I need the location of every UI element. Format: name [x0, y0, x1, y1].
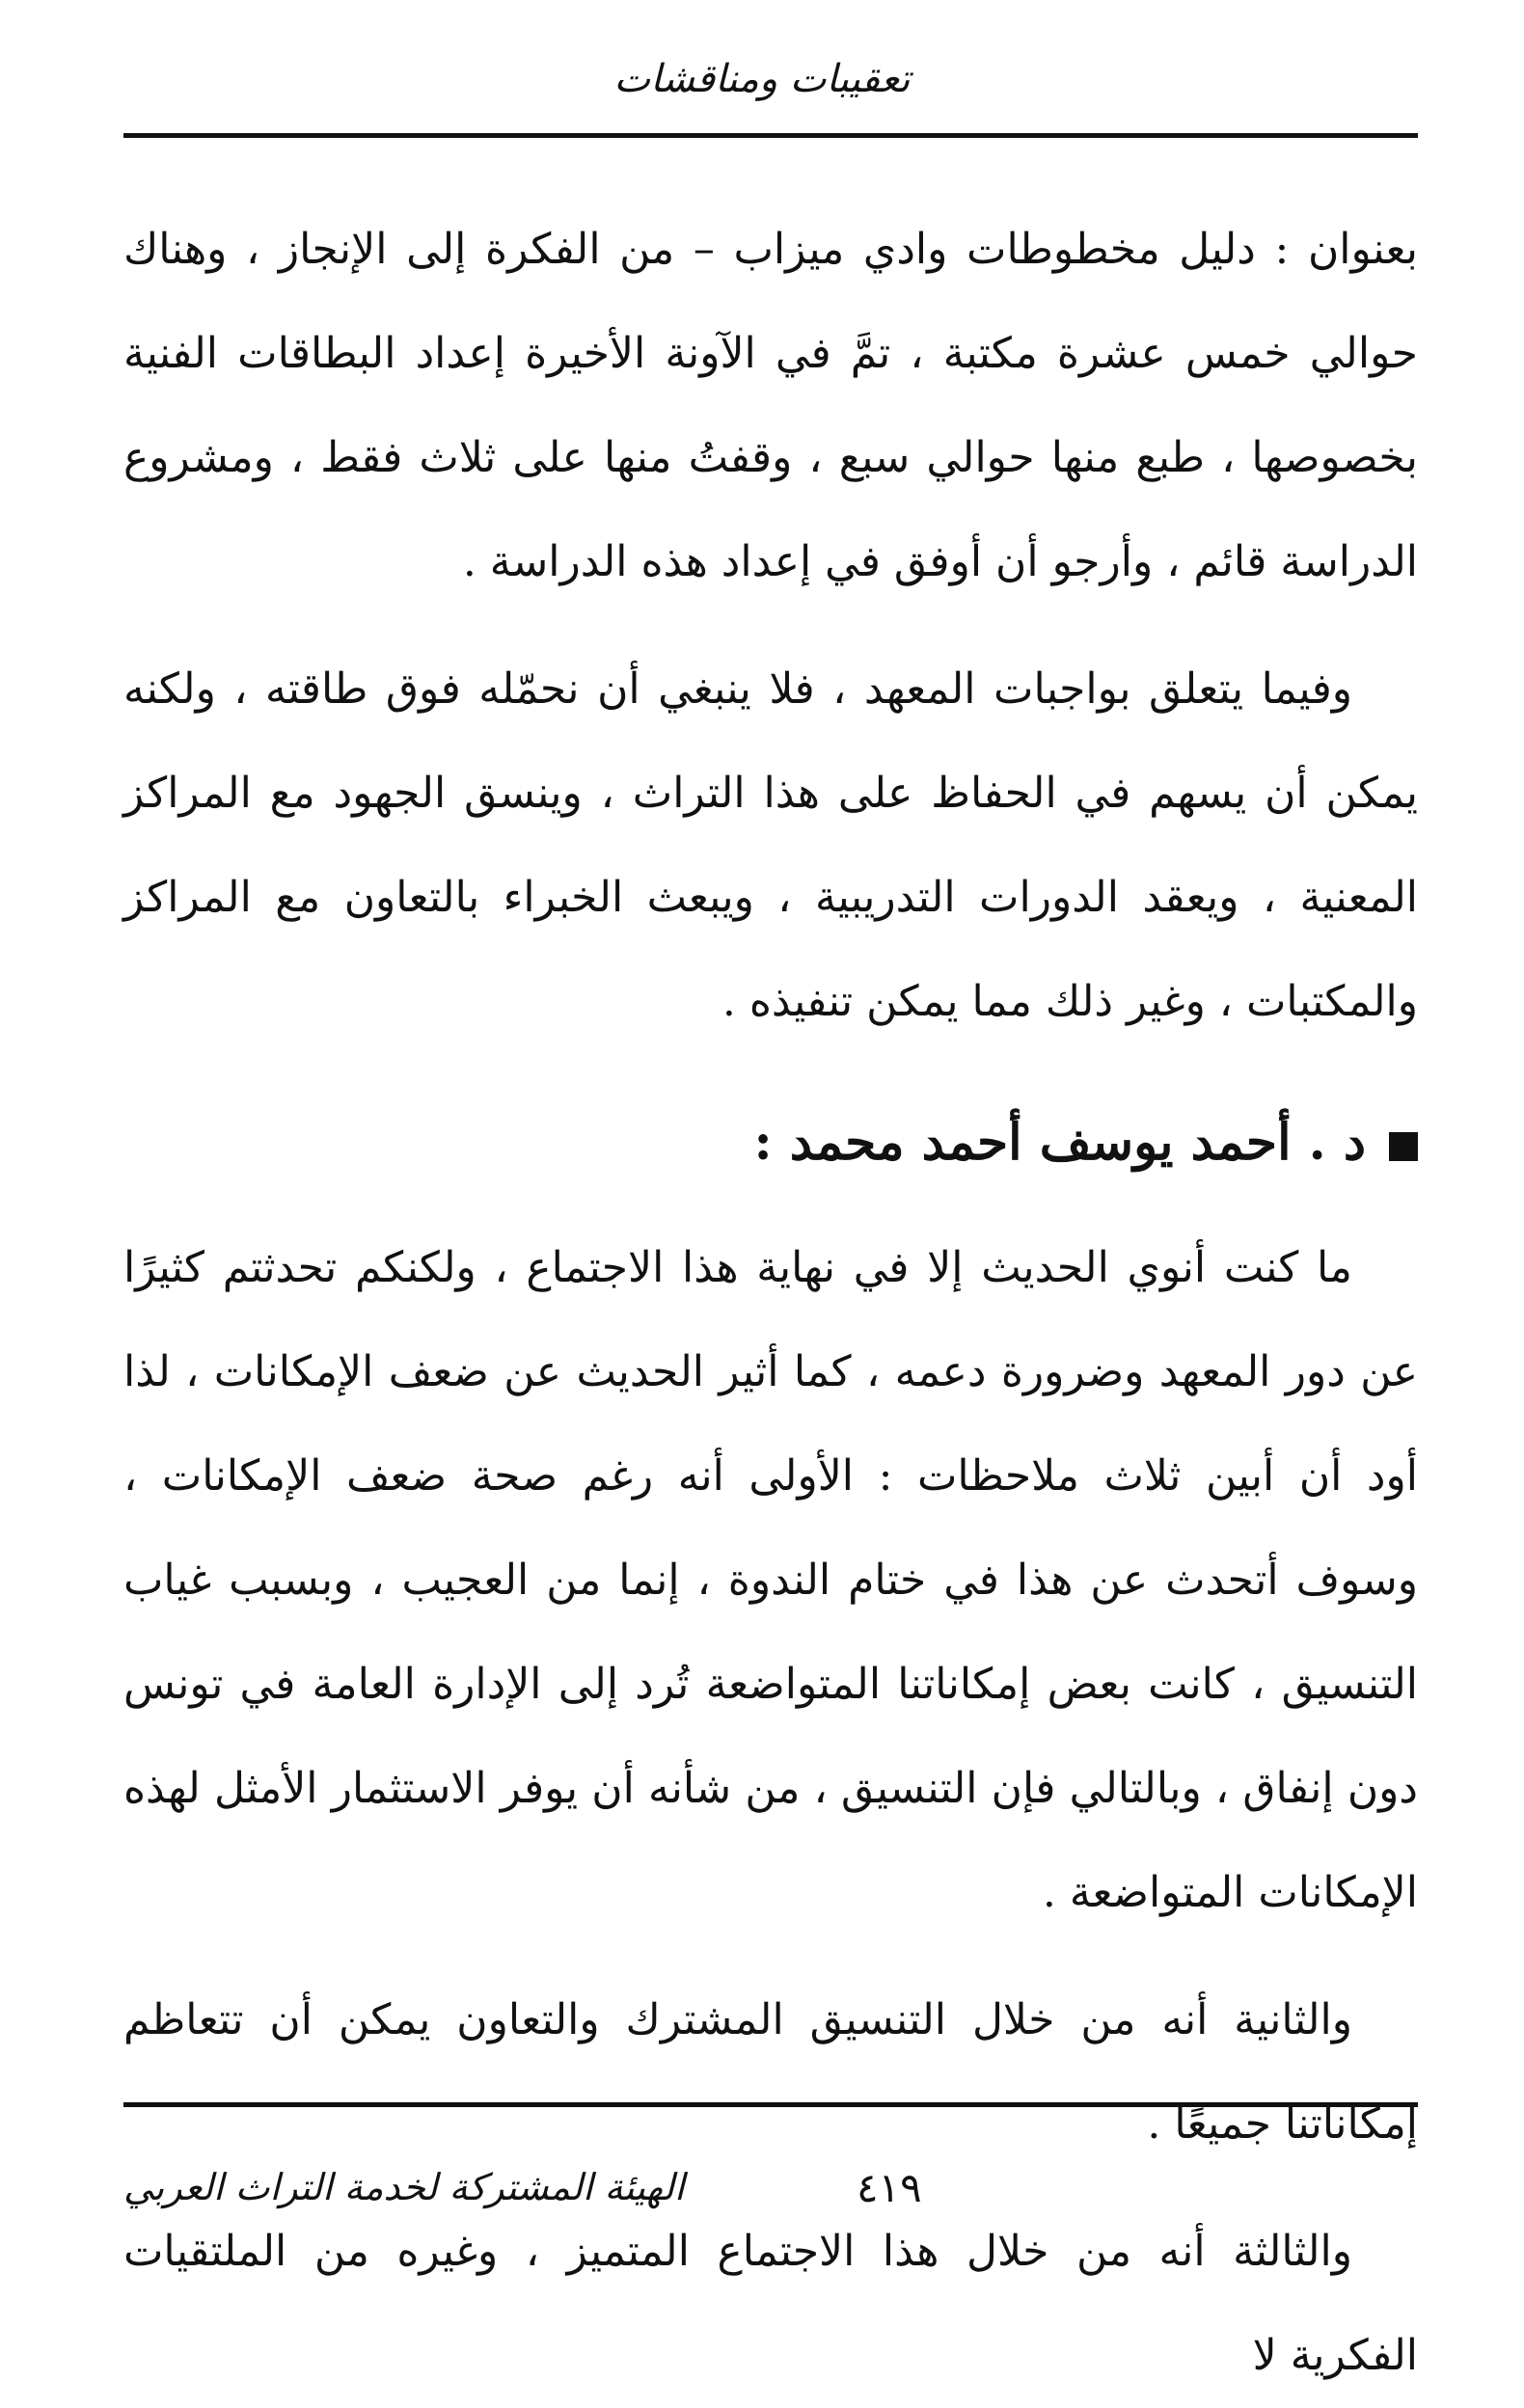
page-footer: [123, 2151, 1418, 2237]
page-number: ٤١٩: [857, 2164, 922, 2211]
speaker-heading: [123, 1085, 1418, 1201]
footer-publisher: الهيئة المشتركة لخدمة التراث العربي: [123, 2166, 685, 2208]
square-bullet-icon: [1389, 1132, 1418, 1161]
header-rule: [123, 133, 1418, 138]
paragraph-institute-duties: وفيما يتعلق بواجبات المعهد ، فلا ينبغي أن نحمّله فوق طاقته ، ولكنه يمكن أن يسهم في الحفاظ على هذا التراث ، وينسق الجهود مع المراكز المعنية ، ويعقد الدورات التدريبية ، ويبعث الخبراء بالتعاون مع المراكز والمكتبات ، وغير ذلك مما يمكن تنفيذه .: [123, 664, 1418, 1026]
running-head: تعقيبات ومناقشات: [613, 57, 911, 101]
paragraph-speaker-1: ما كنت أنوي الحديث إلا في نهاية هذا الاجتماع ، ولكنكم تحدثتم كثيرًا عن دور المعهد وضرورة دعمه ، كما أثير الحديث عن ضعف الإمكانات ، لذا أود أن أبين ثلاث ملاحظات : الأولى أنه رغم صحة ضعف الإمكانات ، وسوف أتحدث عن هذا في ختام الندوة ، إنما من العجيب ، وبسبب غياب التنسيق ، كانت بعض إمكاناتنا المتواضعة تُرد إلى الإدارة العامة في تونس دون إنفاق ، وبالتالي فإن التنسيق ، من شأنه أن يوفر الاستثمار الأمثل لهذه الإمكانات المتواضعة .: [123, 1243, 1418, 1917]
paragraph-continuation: بعنوان : دليل مخطوطات وادي ميزاب – من الفكرة إلى الإنجاز ، وهناك حوالي خمس عشرة مكتبة ، تمَّ في الآونة الأخيرة إعداد البطاقات الفنية بخصوصها ، طبع منها حوالي سبع ، وقفتُ منها على ثلاث فقط ، ومشروع الدراسة قائم ، وأرجو أن أوفق في إعداد هذه الدراسة .: [123, 225, 1418, 586]
footer-rule: [123, 2102, 1418, 2107]
speaker-name: د . أحمد يوسف أحمد محمد :: [753, 1113, 1366, 1172]
paragraph-speaker-3: والثالثة أنه من خلال هذا الاجتماع المتميز ، وغيره من الملتقيات الفكرية لا: [123, 2227, 1418, 2380]
page-body: [123, 198, 1418, 2408]
paragraph-speaker-2: والثانية أنه من خلال التنسيق المشترك والتعاون يمكن أن تتعاظم إمكاناتنا جميعًا .: [123, 1995, 1418, 2149]
